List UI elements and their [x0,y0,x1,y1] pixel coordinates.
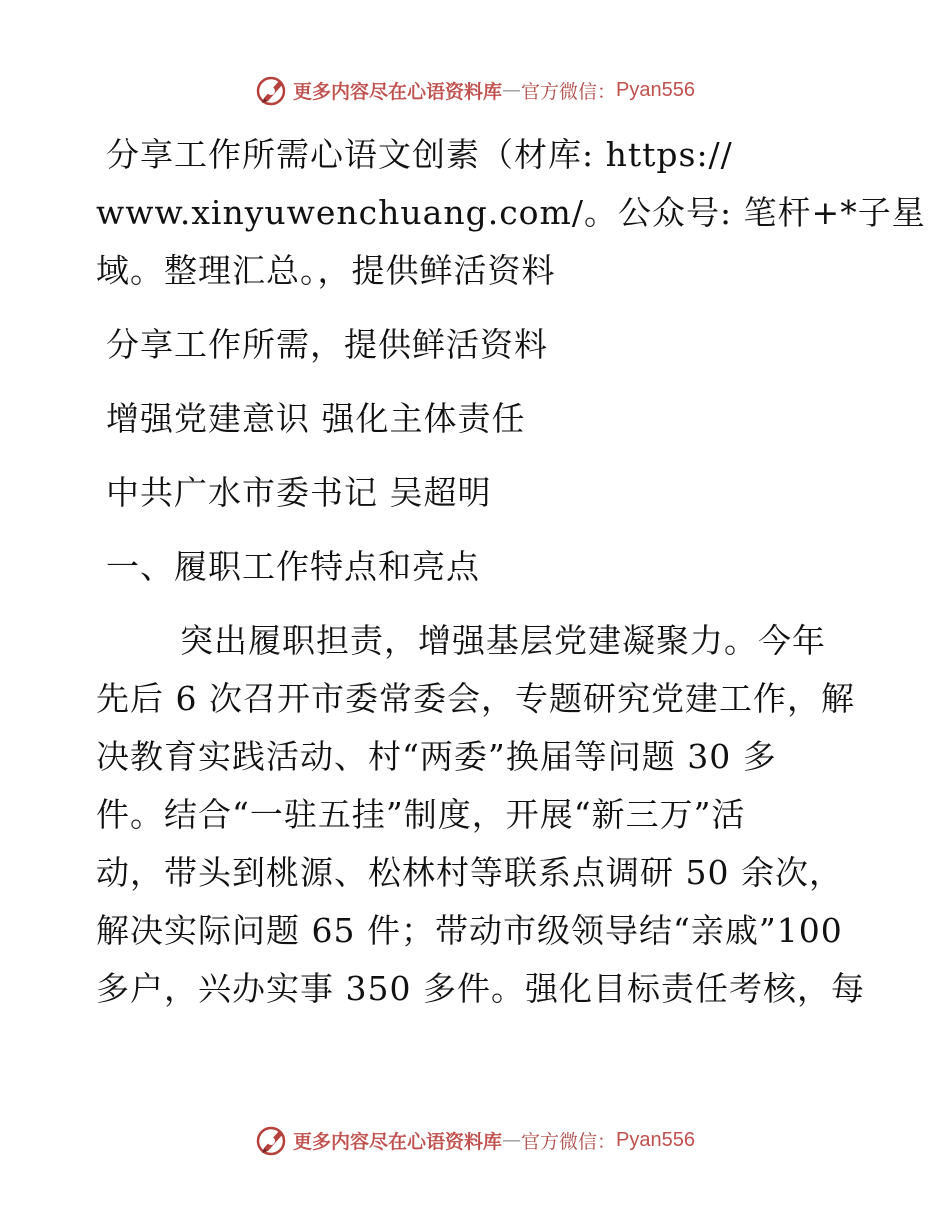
watermark-wechat-id: Pyan556 [616,1128,695,1151]
intro-line-2: www.xinyuwenchuang.com/。公众号: 笔杆+*子星 [96,193,926,232]
paragraph-line: 多户，兴办实事 350 多件。强化目标责任考核，每 [96,969,865,1008]
document-body [96,126,926,1018]
share-line: 分享工作所需，提供鲜活资料 [106,325,548,364]
watermark-text: 更多内容尽在心语资料库 [293,80,503,103]
document-author: 中共广水市委书记 吴超明 [106,473,492,512]
watermark-text: 更多内容尽在心语资料库 [293,1130,503,1153]
intro-line-1: 分享工作所需心语文创素（材库: https:// [106,135,733,174]
watermark-separator: — [502,1129,522,1151]
paragraph-line: 突出履职担责，增强基层党建凝聚力。今年 [180,621,826,660]
paragraph-line: 决教育实践活动、村“两委”换届等问题 30 多 [96,737,777,776]
paragraph-line: 件。结合“一驻五挂”制度，开展“新三万”活 [96,795,746,834]
paragraph-line: 动，带头到桃源、松林村等联系点调研 50 余次， [96,853,843,892]
pen-logo-icon [255,1123,289,1157]
watermark-wechat-label: 官方微信： [521,1130,617,1153]
section-heading: 一、履职工作特点和亮点 [106,547,480,586]
watermark-header [0,68,950,112]
watermark-wechat-id: Pyan556 [616,78,695,101]
intro-line-3: 域。整理汇总。，提供鲜活资料 [96,251,556,290]
paragraph-line: 解决实际问题 65 件；带动市级领导结“亲戚”100 [96,911,843,950]
watermark-separator: — [502,79,522,101]
document-title: 增强党建意识 强化主体责任 [106,399,526,438]
watermark-footer [0,1118,950,1162]
watermark-wechat-label: 官方微信： [521,80,617,103]
pen-logo-icon [255,73,289,107]
paragraph-line: 先后 6 次召开市委常委会，专题研究党建工作，解 [96,679,855,718]
